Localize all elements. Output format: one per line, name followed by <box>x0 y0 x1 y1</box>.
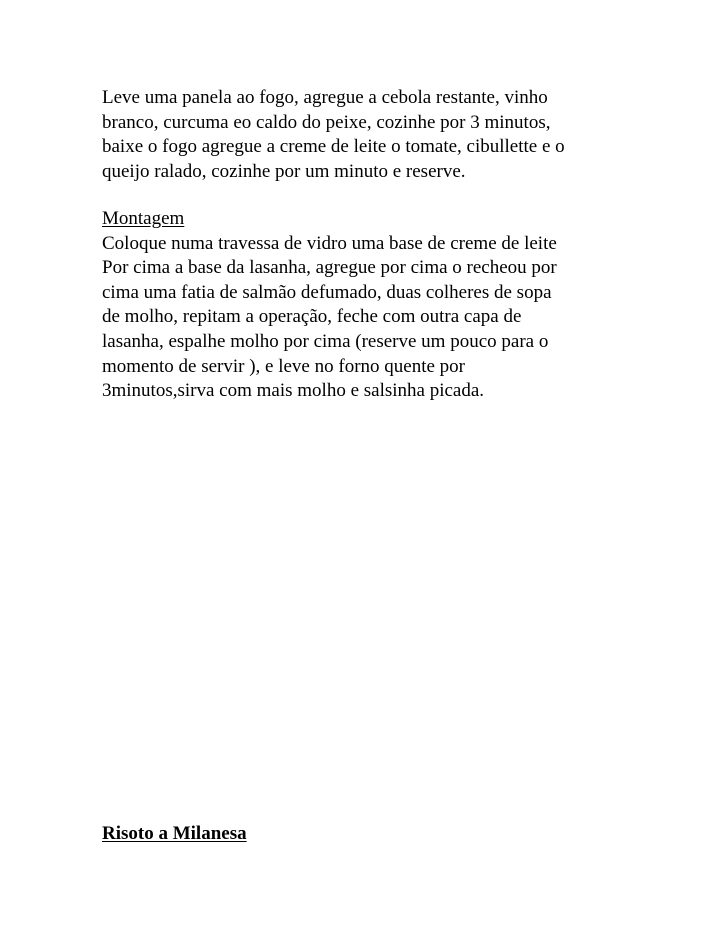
paragraph-line: lasanha, espalhe molho por cima (reserve um pouco para o <box>102 330 549 352</box>
paragraph-line: 3minutos,sirva com mais molho e salsinha picada. <box>102 380 485 402</box>
montagem-heading: Montagem <box>102 208 185 229</box>
paragraph-line: baixe o fogo agregue a creme de leite o tomate, cibullette e o <box>102 136 565 158</box>
paragraph-line: Por cima a base da lasanha, agregue por cima o recheou por <box>102 257 557 279</box>
paragraph-line: Leve uma panela ao fogo, agregue a cebola restante, vinho <box>102 87 548 108</box>
sauce-paragraph <box>102 86 662 184</box>
paragraph-line: queijo ralado, cozinhe por um minuto e reserve. <box>102 160 466 182</box>
montagem-section <box>102 207 662 404</box>
paragraph-line: branco, curcuma eo caldo do peixe, cozinhe por 3 minutos, <box>102 111 551 133</box>
paragraph-line: momento de servir ), e leve no forno quente por <box>102 355 465 377</box>
paragraph-line: de molho, repitam a operação, feche com outra capa de <box>102 306 522 328</box>
recipe-title: Risoto a Milanesa <box>102 823 247 844</box>
paragraph-line: cima uma fatia de salmão defumado, duas colheres de sopa <box>102 281 552 303</box>
paragraph-line: Coloque numa travessa de vidro uma base de creme de leite <box>102 232 557 254</box>
